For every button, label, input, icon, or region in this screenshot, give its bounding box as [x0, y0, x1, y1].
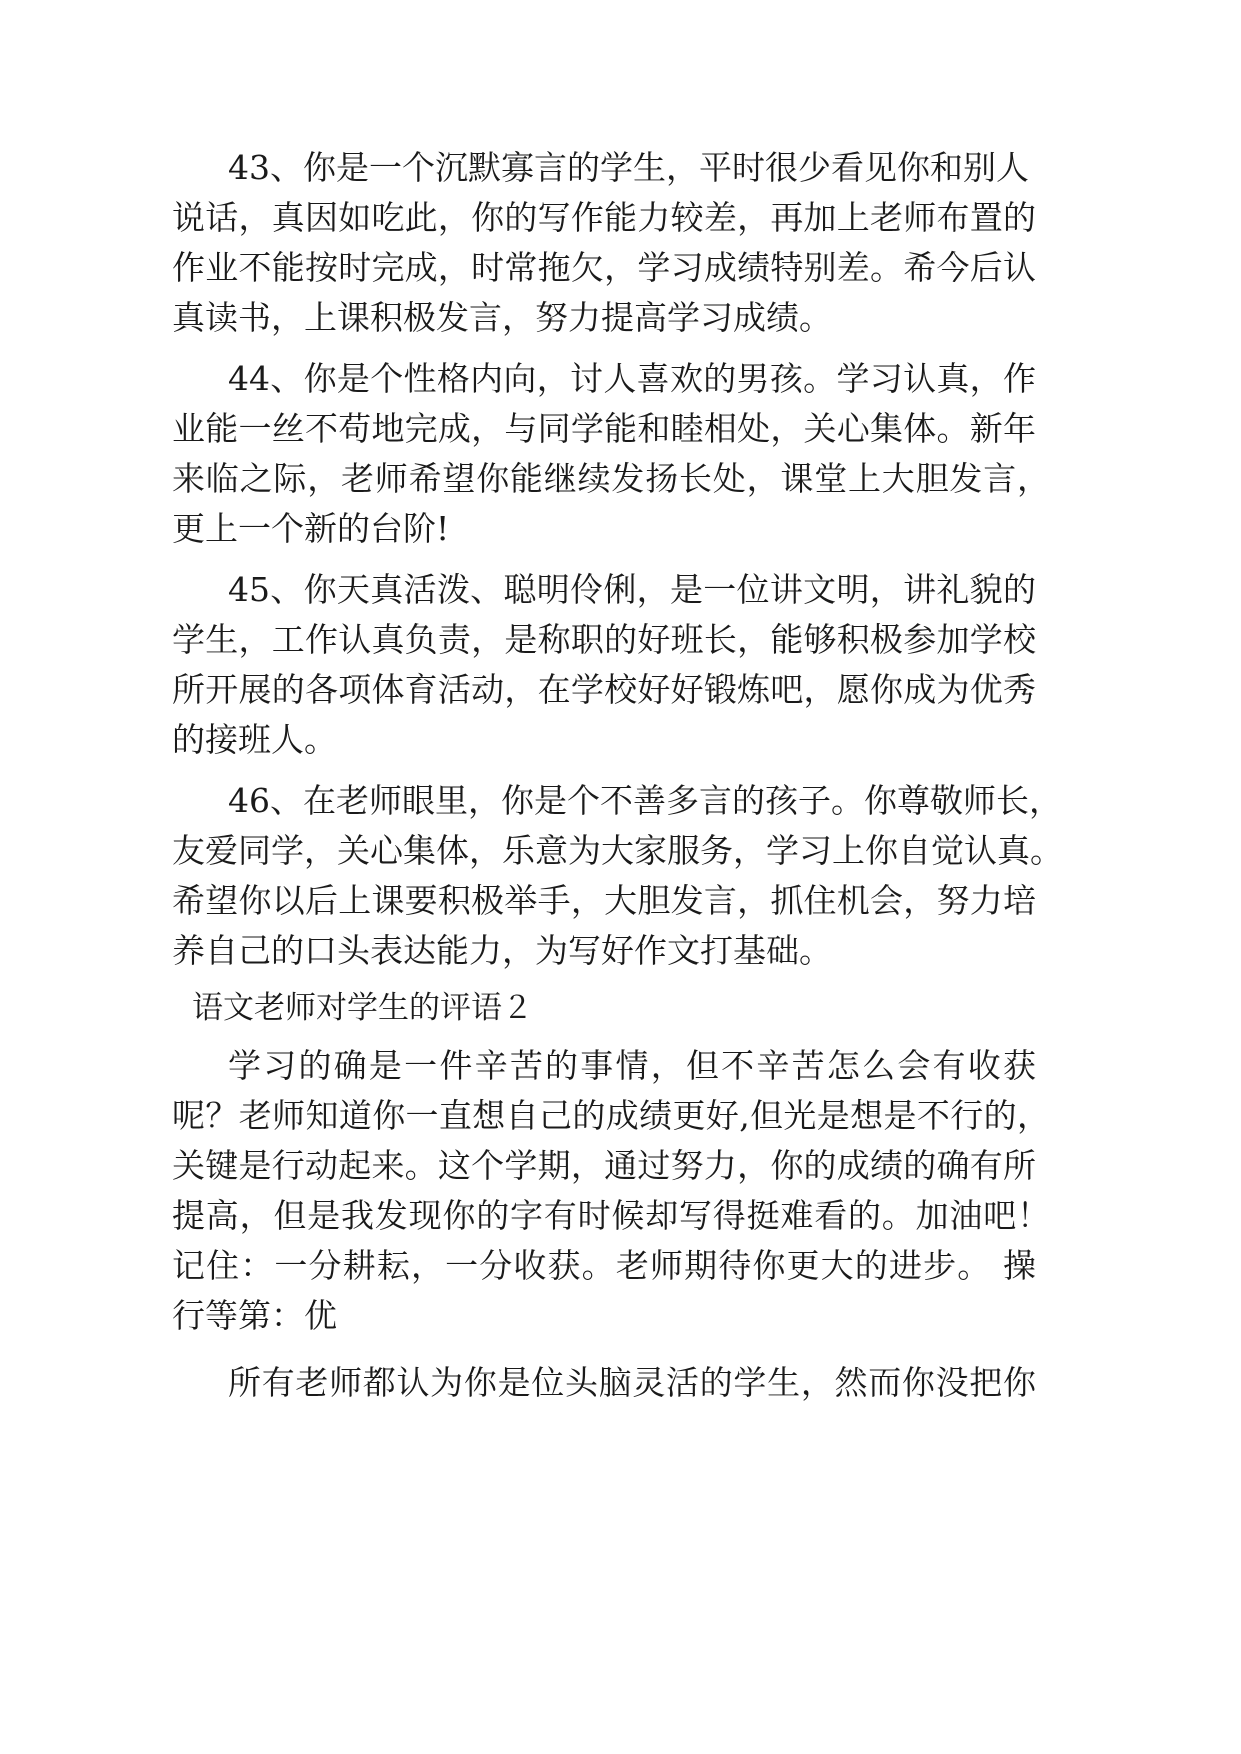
text-line: 45、你天真活泼、聪明伶俐，是一位讲文明，讲礼貌的 — [228, 570, 1036, 609]
text-line: 呢？老师知道你一直想自己的成绩更好,但光是想是不行的， — [172, 1096, 1050, 1135]
text-line: 关键是行动起来。这个学期，通过努力，你的成绩的确有所 — [172, 1146, 1036, 1185]
text-line: 行等第：优 — [172, 1296, 337, 1335]
text-line: 希望你以后上课要积极举手，大胆发言，抓住机会，努力培 — [172, 881, 1036, 920]
text-line: 的接班人。 — [172, 720, 337, 759]
section-heading: 语文老师对学生的评语２ — [192, 990, 533, 1026]
text-line: 更上一个新的台阶! — [172, 509, 450, 548]
text-line: 43、你是一个沉默寡言的学生，平时很少看见你和别人 — [228, 148, 1029, 187]
text-line: 44、你是个性格内向，讨人喜欢的男孩。学习认真，作 — [228, 359, 1036, 398]
text-line: 学习的确是一件辛苦的事情，但不辛苦怎么会有收获 — [228, 1046, 1036, 1085]
text-line: 学生，工作认真负责，是称职的好班长，能够积极参加学校 — [172, 620, 1036, 659]
text-line: 友爱同学，关心集体，乐意为大家服务，学习上你自觉认真。 — [172, 831, 1063, 870]
text-line: 46、在老师眼里，你是个不善多言的孩子。你尊敬师长， — [228, 781, 1062, 820]
text-line: 来临之际，老师希望你能继续发扬长处，课堂上大胆发言， — [172, 459, 1050, 498]
text-line: 作业不能按时完成，时常拖欠，学习成绩特别差。希今后认 — [172, 248, 1036, 287]
text-line: 真读书，上课积极发言，努力提高学习成绩。 — [172, 298, 832, 337]
text-line: 业能一丝不苟地完成，与同学能和睦相处，关心集体。新年 — [172, 409, 1036, 448]
text-line: 养自己的口头表达能力，为写好作文打基础。 — [172, 931, 832, 970]
text-line: 说话，真因如吃此，你的写作能力较差，再加上老师布置的 — [172, 198, 1036, 237]
text-line: 所有老师都认为你是位头脑灵活的学生，然而你没把你 — [228, 1363, 1036, 1402]
text-line: 记住：一分耕耘，一分收获。老师期待你更大的进步。 操 — [172, 1246, 1036, 1285]
text-line: 所开展的各项体育活动，在学校好好锻炼吧，愿你成为优秀 — [172, 670, 1036, 709]
text-line: 提高，但是我发现你的字有时候却写得挺难看的。加油吧！ — [172, 1196, 1050, 1235]
